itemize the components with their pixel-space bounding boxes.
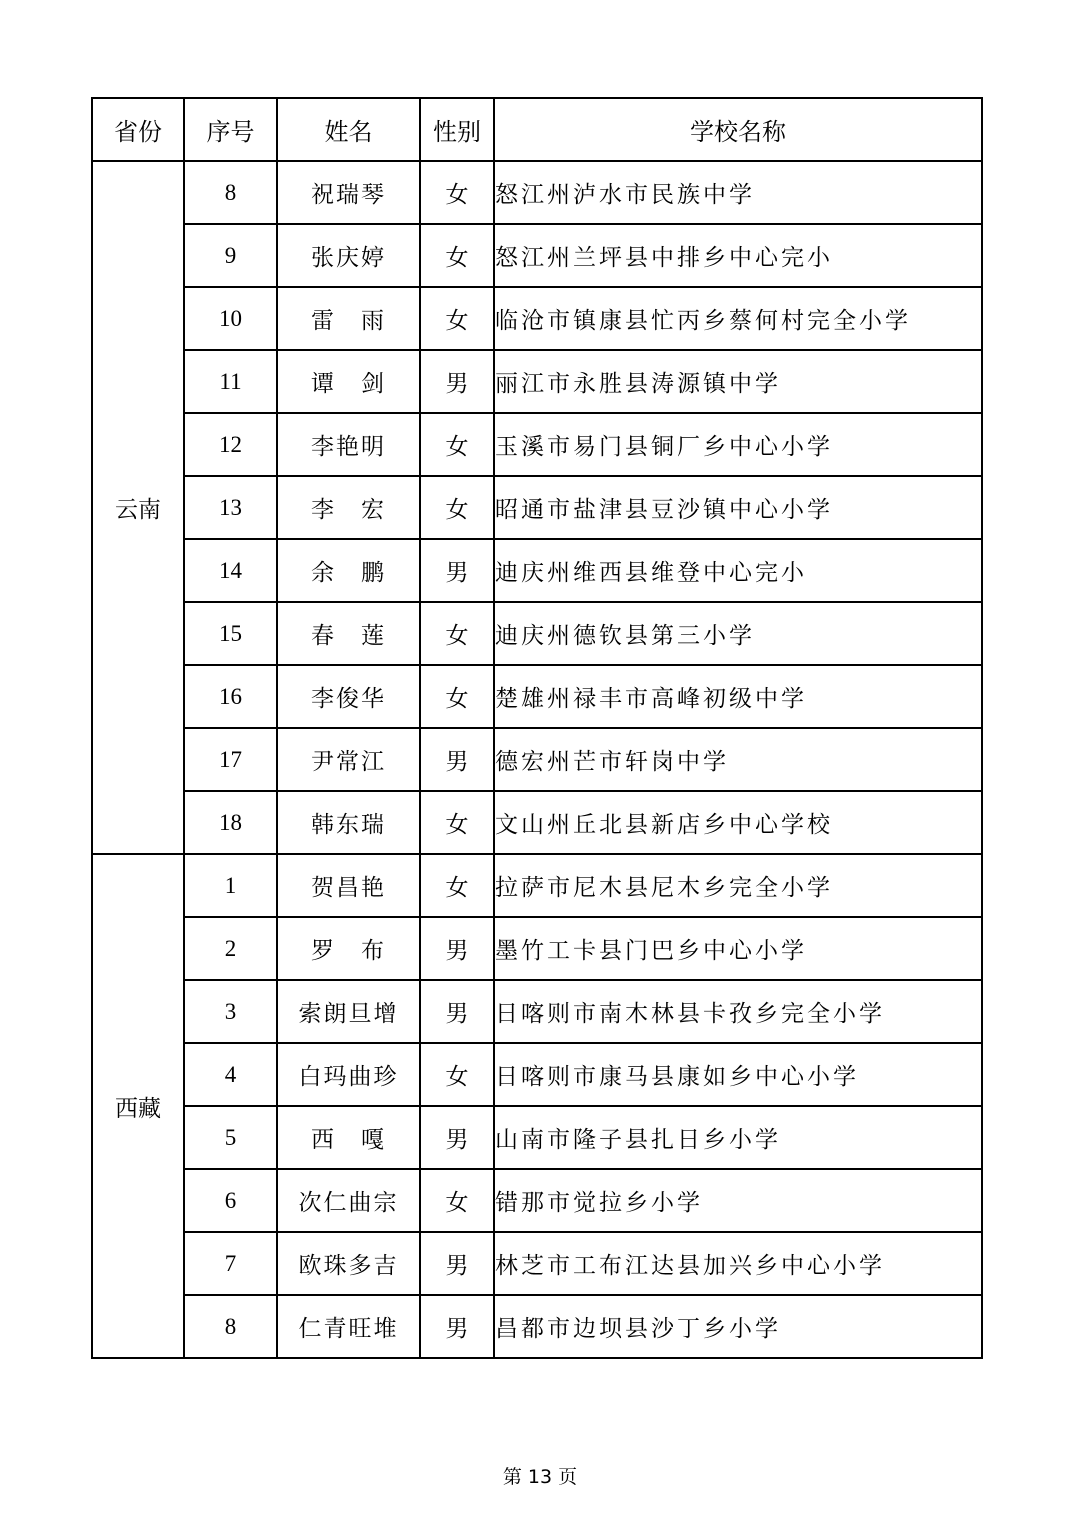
school-cell: 日喀则市南木林县卡孜乡完全小学	[494, 980, 982, 1043]
table-row	[92, 476, 982, 539]
number-cell: 12	[184, 413, 277, 476]
table-row	[92, 917, 982, 980]
roster-table	[91, 97, 983, 1359]
header-gender: 性别	[420, 98, 494, 161]
gender-cell: 女	[420, 602, 494, 665]
school-cell: 楚雄州禄丰市高峰初级中学	[494, 665, 982, 728]
school-cell: 玉溪市易门县铜厂乡中心小学	[494, 413, 982, 476]
gender-cell: 男	[420, 539, 494, 602]
gender-cell: 女	[420, 224, 494, 287]
name-cell: 雷 雨	[277, 287, 420, 350]
table-row	[92, 539, 982, 602]
header-row	[92, 98, 982, 161]
number-cell: 18	[184, 791, 277, 854]
header-number: 序号	[184, 98, 277, 161]
table-row	[92, 350, 982, 413]
gender-cell: 男	[420, 350, 494, 413]
gender-cell: 男	[420, 728, 494, 791]
table-body	[92, 161, 982, 1358]
province-cell: 西藏	[92, 854, 184, 1358]
number-cell: 6	[184, 1169, 277, 1232]
gender-cell: 女	[420, 476, 494, 539]
school-cell: 错那市觉拉乡小学	[494, 1169, 982, 1232]
name-cell: 李 宏	[277, 476, 420, 539]
number-cell: 1	[184, 854, 277, 917]
gender-cell: 女	[420, 854, 494, 917]
school-cell: 怒江州兰坪县中排乡中心完小	[494, 224, 982, 287]
number-cell: 8	[184, 1295, 277, 1358]
table-row	[92, 1232, 982, 1295]
province-cell: 云南	[92, 161, 184, 854]
name-cell: 李艳明	[277, 413, 420, 476]
school-cell: 墨竹工卡县门巴乡中心小学	[494, 917, 982, 980]
name-cell: 张庆婷	[277, 224, 420, 287]
school-cell: 林芝市工布江达县加兴乡中心小学	[494, 1232, 982, 1295]
gender-cell: 男	[420, 917, 494, 980]
table-row	[92, 224, 982, 287]
number-cell: 17	[184, 728, 277, 791]
school-cell: 临沧市镇康县忙丙乡蔡何村完全小学	[494, 287, 982, 350]
school-cell: 迪庆州德钦县第三小学	[494, 602, 982, 665]
name-cell: 春 莲	[277, 602, 420, 665]
number-cell: 10	[184, 287, 277, 350]
gender-cell: 男	[420, 1295, 494, 1358]
table-row	[92, 413, 982, 476]
gender-cell: 男	[420, 980, 494, 1043]
gender-cell: 女	[420, 1043, 494, 1106]
number-cell: 14	[184, 539, 277, 602]
table-row	[92, 602, 982, 665]
name-cell: 韩东瑞	[277, 791, 420, 854]
name-cell: 索朗旦增	[277, 980, 420, 1043]
school-cell: 山南市隆子县扎日乡小学	[494, 1106, 982, 1169]
table-row	[92, 665, 982, 728]
name-cell: 白玛曲珍	[277, 1043, 420, 1106]
table-row	[92, 854, 982, 917]
number-cell: 3	[184, 980, 277, 1043]
name-cell: 仁青旺堆	[277, 1295, 420, 1358]
school-cell: 文山州丘北县新店乡中心学校	[494, 791, 982, 854]
table-row	[92, 791, 982, 854]
name-cell: 谭 剑	[277, 350, 420, 413]
table-row	[92, 1106, 982, 1169]
table-row	[92, 728, 982, 791]
number-cell: 11	[184, 350, 277, 413]
name-cell: 贺昌艳	[277, 854, 420, 917]
table-row	[92, 980, 982, 1043]
gender-cell: 女	[420, 1169, 494, 1232]
gender-cell: 男	[420, 1106, 494, 1169]
school-cell: 日喀则市康马县康如乡中心小学	[494, 1043, 982, 1106]
name-cell: 祝瑞琴	[277, 161, 420, 224]
name-cell: 尹常江	[277, 728, 420, 791]
school-cell: 德宏州芒市轩岗中学	[494, 728, 982, 791]
number-cell: 13	[184, 476, 277, 539]
school-cell: 迪庆州维西县维登中心完小	[494, 539, 982, 602]
header-province: 省份	[92, 98, 184, 161]
table-row	[92, 1169, 982, 1232]
header-school: 学校名称	[494, 98, 982, 161]
number-cell: 2	[184, 917, 277, 980]
school-cell: 拉萨市尼木县尼木乡完全小学	[494, 854, 982, 917]
gender-cell: 女	[420, 791, 494, 854]
school-cell: 丽江市永胜县涛源镇中学	[494, 350, 982, 413]
gender-cell: 女	[420, 413, 494, 476]
number-cell: 9	[184, 224, 277, 287]
number-cell: 15	[184, 602, 277, 665]
gender-cell: 女	[420, 665, 494, 728]
number-cell: 5	[184, 1106, 277, 1169]
name-cell: 李俊华	[277, 665, 420, 728]
gender-cell: 女	[420, 161, 494, 224]
name-cell: 余 鹏	[277, 539, 420, 602]
table-row	[92, 1043, 982, 1106]
school-cell: 昭通市盐津县豆沙镇中心小学	[494, 476, 982, 539]
gender-cell: 女	[420, 287, 494, 350]
table-row	[92, 1295, 982, 1358]
number-cell: 7	[184, 1232, 277, 1295]
name-cell: 罗 布	[277, 917, 420, 980]
table-row	[92, 287, 982, 350]
number-cell: 4	[184, 1043, 277, 1106]
name-cell: 次仁曲宗	[277, 1169, 420, 1232]
school-cell: 昌都市边坝县沙丁乡小学	[494, 1295, 982, 1358]
name-cell: 欧珠多吉	[277, 1232, 420, 1295]
page-number: 第 13 页	[502, 1466, 578, 1488]
table-row	[92, 161, 982, 224]
gender-cell: 男	[420, 1232, 494, 1295]
number-cell: 8	[184, 161, 277, 224]
number-cell: 16	[184, 665, 277, 728]
school-cell: 怒江州泸水市民族中学	[494, 161, 982, 224]
name-cell: 西 嘎	[277, 1106, 420, 1169]
header-name: 姓名	[277, 98, 420, 161]
